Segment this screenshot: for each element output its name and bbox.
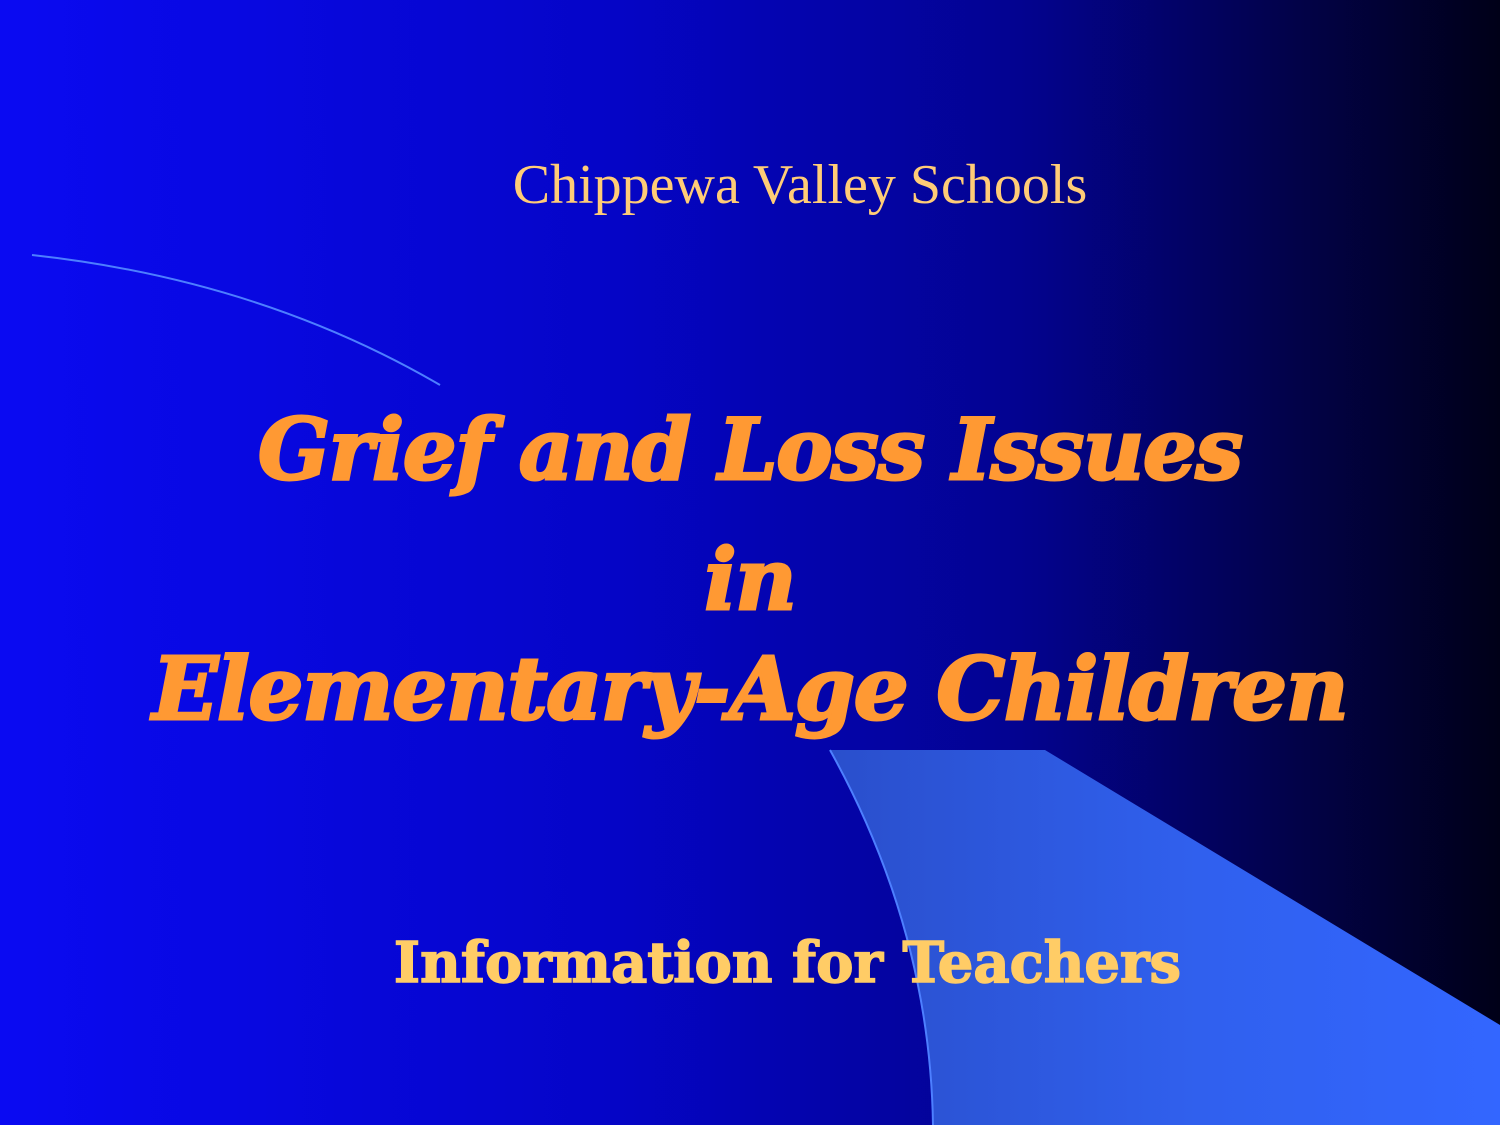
slide-title-line-1: Grief and Loss Issues xyxy=(258,400,1242,499)
institution-name: Chippewa Valley Schools xyxy=(512,154,1088,216)
slide-title-line-2: in xyxy=(704,530,796,629)
slide-subtitle: Information for Teachers xyxy=(393,930,1182,996)
decorative-arc-line xyxy=(32,255,440,385)
slide-title-line-3: Elementary-Age Children xyxy=(152,639,1348,740)
